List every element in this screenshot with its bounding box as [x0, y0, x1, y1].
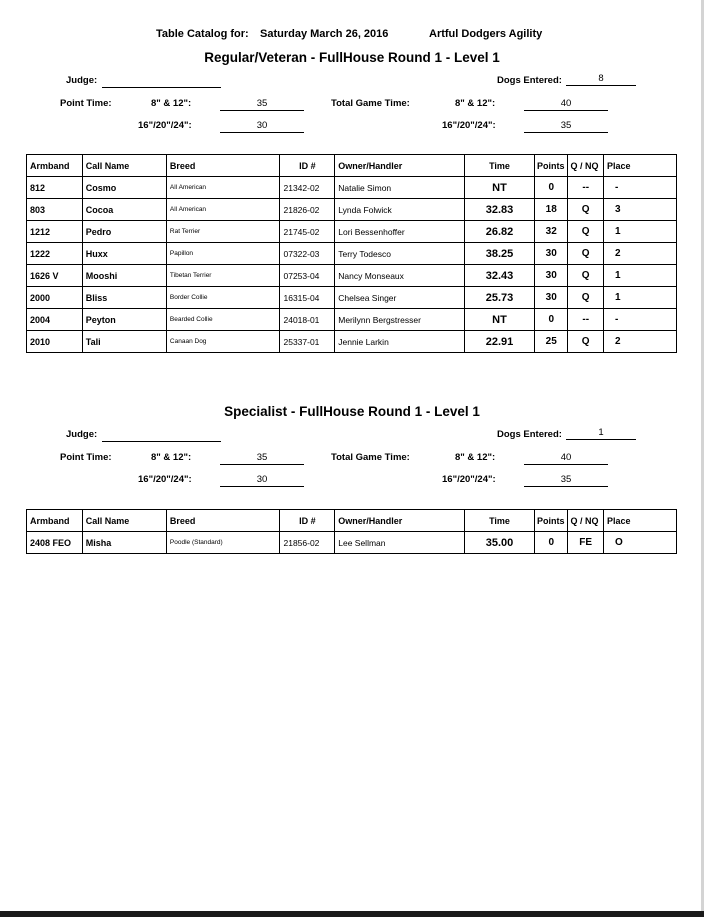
dogs-entered-value: 8 — [566, 73, 636, 86]
game-time-small-value: 40 — [524, 452, 608, 465]
catalog-date: Saturday March 26, 2016 — [260, 28, 389, 40]
section-title-regular: Regular/Veteran - FullHouse Round 1 - Level 1 — [204, 50, 500, 65]
results-table-specialist — [26, 509, 677, 554]
club-name: Artful Dodgers Agility — [429, 28, 543, 40]
breed-cell: Bearded Collie — [166, 309, 280, 331]
game-time-small-label: 8" & 12": — [455, 452, 496, 463]
place-cell: 3 — [603, 199, 676, 221]
col-time: Time — [465, 155, 535, 177]
q-cell: -- — [568, 309, 603, 331]
owner-cell: Nancy Monseaux — [335, 265, 465, 287]
q-cell: Q — [568, 221, 603, 243]
col-owner: Owner/Handler — [335, 510, 465, 532]
judge-value — [102, 429, 221, 442]
points-cell: 30 — [535, 265, 568, 287]
dogs-entered-label: Dogs Entered: — [497, 75, 562, 86]
time-cell: 35.00 — [465, 532, 535, 554]
place-cell: - — [603, 309, 676, 331]
table-row — [27, 265, 677, 287]
id-cell: 21856-02 — [280, 532, 335, 554]
col-owner: Owner/Handler — [335, 155, 465, 177]
q-cell: Q — [568, 265, 603, 287]
breed-cell: Papillon — [166, 243, 280, 265]
page-bottom-bar — [0, 911, 704, 917]
points-cell: 25 — [535, 331, 568, 353]
col-call-name: Call Name — [82, 155, 166, 177]
call-name-cell: Cosmo — [82, 177, 166, 199]
results-table-regular — [26, 154, 677, 353]
time-cell: 32.43 — [465, 265, 535, 287]
points-cell: 18 — [535, 199, 568, 221]
q-cell: FE — [568, 532, 603, 554]
point-time-small-label: 8" & 12": — [151, 98, 192, 109]
q-cell: Q — [568, 243, 603, 265]
col-id: ID # — [280, 155, 335, 177]
owner-cell: Natalie Simon — [335, 177, 465, 199]
points-cell: 0 — [535, 532, 568, 554]
owner-cell: Lynda Folwick — [335, 199, 465, 221]
col-call-name: Call Name — [82, 510, 166, 532]
point-time-large-value: 30 — [220, 120, 304, 133]
place-cell: 2 — [603, 331, 676, 353]
place-cell: 1 — [603, 221, 676, 243]
call-name-cell: Huxx — [82, 243, 166, 265]
dogs-entered-value: 1 — [566, 427, 636, 440]
col-breed: Breed — [166, 510, 280, 532]
owner-cell: Lee Sellman — [335, 532, 465, 554]
time-cell: NT — [465, 177, 535, 199]
table-row — [27, 331, 677, 353]
call-name-cell: Mooshi — [82, 265, 166, 287]
place-cell: O — [603, 532, 676, 554]
game-time-small-value: 40 — [524, 98, 608, 111]
id-cell: 16315-04 — [280, 287, 335, 309]
breed-cell: Rat Terrier — [166, 221, 280, 243]
call-name-cell: Tali — [82, 331, 166, 353]
armband-cell: 812 — [27, 177, 83, 199]
points-cell: 30 — [535, 243, 568, 265]
point-time-small-label: 8" & 12": — [151, 452, 192, 463]
dogs-entered-label: Dogs Entered: — [497, 429, 562, 440]
owner-cell: Chelsea Singer — [335, 287, 465, 309]
owner-cell: Merilynn Bergstresser — [335, 309, 465, 331]
owner-cell: Jennie Larkin — [335, 331, 465, 353]
point-time-large-label: 16"/20"/24": — [138, 474, 192, 485]
call-name-cell: Pedro — [82, 221, 166, 243]
breed-cell: All American — [166, 177, 280, 199]
id-cell: 21342-02 — [280, 177, 335, 199]
call-name-cell: Bliss — [82, 287, 166, 309]
time-cell: 38.25 — [465, 243, 535, 265]
col-q: Q / NQ — [568, 510, 603, 532]
q-cell: Q — [568, 287, 603, 309]
total-game-time-label: Total Game Time: — [331, 98, 410, 109]
col-points: Points — [535, 155, 568, 177]
q-cell: -- — [568, 177, 603, 199]
armband-cell: 1212 — [27, 221, 83, 243]
judge-label: Judge: — [66, 429, 98, 440]
col-breed: Breed — [166, 155, 280, 177]
col-q: Q / NQ — [568, 155, 603, 177]
game-time-large-label: 16"/20"/24": — [442, 474, 496, 485]
time-cell: 22.91 — [465, 331, 535, 353]
game-time-large-label: 16"/20"/24": — [442, 120, 496, 131]
table-row — [27, 177, 677, 199]
table-row — [27, 309, 677, 331]
point-time-label: Point Time: — [60, 452, 112, 463]
owner-cell: Terry Todesco — [335, 243, 465, 265]
table-row — [27, 221, 677, 243]
id-cell: 25337-01 — [280, 331, 335, 353]
owner-cell: Lori Bessenhoffer — [335, 221, 465, 243]
points-cell: 30 — [535, 287, 568, 309]
total-game-time-label: Total Game Time: — [331, 452, 410, 463]
armband-cell: 2004 — [27, 309, 83, 331]
point-time-label: Point Time: — [60, 98, 112, 109]
call-name-cell: Misha — [82, 532, 166, 554]
breed-cell: Border Collie — [166, 287, 280, 309]
time-cell: 26.82 — [465, 221, 535, 243]
col-points: Points — [535, 510, 568, 532]
id-cell: 21826-02 — [280, 199, 335, 221]
armband-cell: 1222 — [27, 243, 83, 265]
armband-cell: 2000 — [27, 287, 83, 309]
id-cell: 07253-04 — [280, 265, 335, 287]
point-time-small-value: 35 — [220, 98, 304, 111]
armband-cell: 2010 — [27, 331, 83, 353]
col-armband: Armband — [27, 510, 83, 532]
col-armband: Armband — [27, 155, 83, 177]
points-cell: 0 — [535, 177, 568, 199]
game-time-small-label: 8" & 12": — [455, 98, 496, 109]
table-row — [27, 199, 677, 221]
id-cell: 21745-02 — [280, 221, 335, 243]
table-row — [27, 532, 677, 554]
q-cell: Q — [568, 331, 603, 353]
col-time: Time — [465, 510, 535, 532]
call-name-cell: Cocoa — [82, 199, 166, 221]
breed-cell: Poodle (Standard) — [166, 532, 280, 554]
armband-cell: 803 — [27, 199, 83, 221]
breed-cell: All American — [166, 199, 280, 221]
point-time-small-value: 35 — [220, 452, 304, 465]
col-id: ID # — [280, 510, 335, 532]
id-cell: 07322-03 — [280, 243, 335, 265]
section-title-specialist: Specialist - FullHouse Round 1 - Level 1 — [224, 404, 480, 419]
place-cell: 1 — [603, 265, 676, 287]
points-cell: 32 — [535, 221, 568, 243]
breed-cell: Tibetan Terrier — [166, 265, 280, 287]
point-time-large-value: 30 — [220, 474, 304, 487]
place-cell: 1 — [603, 287, 676, 309]
breed-cell: Canaan Dog — [166, 331, 280, 353]
col-place: Place — [603, 155, 676, 177]
judge-label: Judge: — [66, 75, 98, 86]
table-row — [27, 243, 677, 265]
call-name-cell: Peyton — [82, 309, 166, 331]
time-cell: 25.73 — [465, 287, 535, 309]
table-row — [27, 287, 677, 309]
col-place: Place — [603, 510, 676, 532]
game-time-large-value: 35 — [524, 474, 608, 487]
q-cell: Q — [568, 199, 603, 221]
catalog-label: Table Catalog for: — [156, 28, 249, 40]
points-cell: 0 — [535, 309, 568, 331]
time-cell: NT — [465, 309, 535, 331]
judge-value — [102, 75, 221, 88]
id-cell: 24018-01 — [280, 309, 335, 331]
table-header-row — [27, 510, 677, 532]
armband-cell: 1626 V — [27, 265, 83, 287]
place-cell: - — [603, 177, 676, 199]
place-cell: 2 — [603, 243, 676, 265]
armband-cell: 2408 FEO — [27, 532, 83, 554]
time-cell: 32.83 — [465, 199, 535, 221]
point-time-large-label: 16"/20"/24": — [138, 120, 192, 131]
table-header-row — [27, 155, 677, 177]
game-time-large-value: 35 — [524, 120, 608, 133]
